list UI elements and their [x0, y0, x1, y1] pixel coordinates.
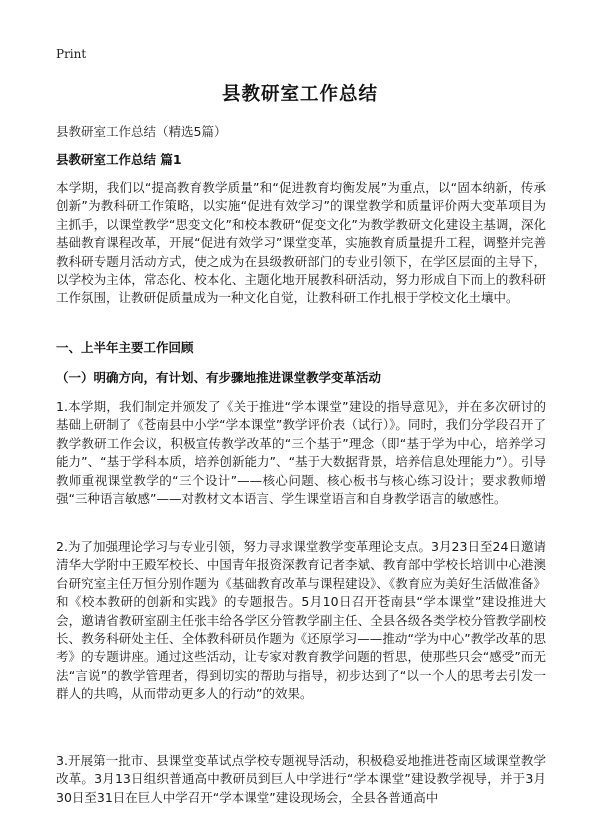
section-title: 县教研室工作总结 篇1	[56, 152, 182, 167]
print-link[interactable]: Print	[56, 47, 87, 61]
paragraph-3: 3.开展第一批市、县课堂变革试点学校专题视导活动，积极稳妥地推进苍南区域课堂教学改革。3月13日组织普通高中教研员到巨人中学进行“学本课堂”建设教学视导，并于3月30日至31日在巨人中学召开“学本课堂”建设现场会，全县各普通高中	[56, 753, 546, 805]
intro-paragraph: 本学期，我们以“提高教育教学质量”和“促进教育均衡发展”为重点，以“固本纳新，传承创新”为教科研工作策略，以实施“促进有效学习”的课堂教学和质量评价两大变革项目为主抓手，以课堂教学“思变文化”和校本教研“促变文化”为教学教研文化建设主基调，深化基础教育课程改革，开展“促进有效学习”课堂变革，实施教育质量提升工程，调整并完善教科研专题月活动方式，使之成为在县级教研部门的专业引领下，在学区层面的主导下，以学校为主体，常态化、校本化、主题化地开展教科研活动，努力形成自下而上的教科研工作氛围，让教研促质量成为一种文化自觉，让教科研工作扎根于学校文化土壤中。	[56, 180, 546, 306]
paragraph-2: 2.为了加强理论学习与专业引领，努力寻求课堂教学变革理论支点。3月23日至24日邀请清华大学附中王殿军校长、中国青年报资深教育记者李斌、教育部中学校长培训中心港澳台研究室主任万恒分别作题为《基础教育改革与课程建设》、《教育应为美好生活做准备》和《校本教研的创新和实践》的专题报告。5月10日召开苍南县“学本课堂”建设推进大会，邀请省教研室副主任张丰给各学区分管教学副主任、全县各级各类学校分管教学副校长、教务科研处主任、全体教科研员作题为《还原学习——推动“学为中心”教学改革的思考》的专题讲座。通过这些活动，让专家对教育教学问题的哲思，使那些只会“感受”而无法“言说”的教学管理者，得到切实的帮助与指导，初步达到了“以一个人的思考去引发一群人的共鸣，从而带动更多人的行动”的效果。	[56, 539, 546, 702]
heading-classroom-reform: （一）明确方向，有计划、有步骤地推进课堂教学变革活动	[56, 370, 382, 385]
page-subtitle: 县教研室工作总结（精选5篇）	[56, 124, 227, 139]
heading-first-half-review: 一、上半年主要工作回顾	[56, 340, 194, 355]
page-title: 县教研室工作总结	[221, 84, 378, 105]
paragraph-1: 1.本学期，我们制定并颁发了《关于推进“学本课堂”建设的指导意见》，并在多次研讨的基础上研制了《苍南县中小学“学本课堂”教学评价表（试行）》。同时，我们分学段召开了教学教研工作会议，积极宣传教学改革的“三个基于”理念（即“基于学为中心，培养学习能力”、“基于学科本质，培养创新能力”、“基于大数据背景，培养信息处理能力”）。引导教师重视课堂教学的“三个设计”——核心问题、核心板书与核心练习设计；要求教师增强“三种语言敏感”——对教材文本语言、学生课堂语言和自身教学语言的敏感性。	[56, 399, 546, 507]
